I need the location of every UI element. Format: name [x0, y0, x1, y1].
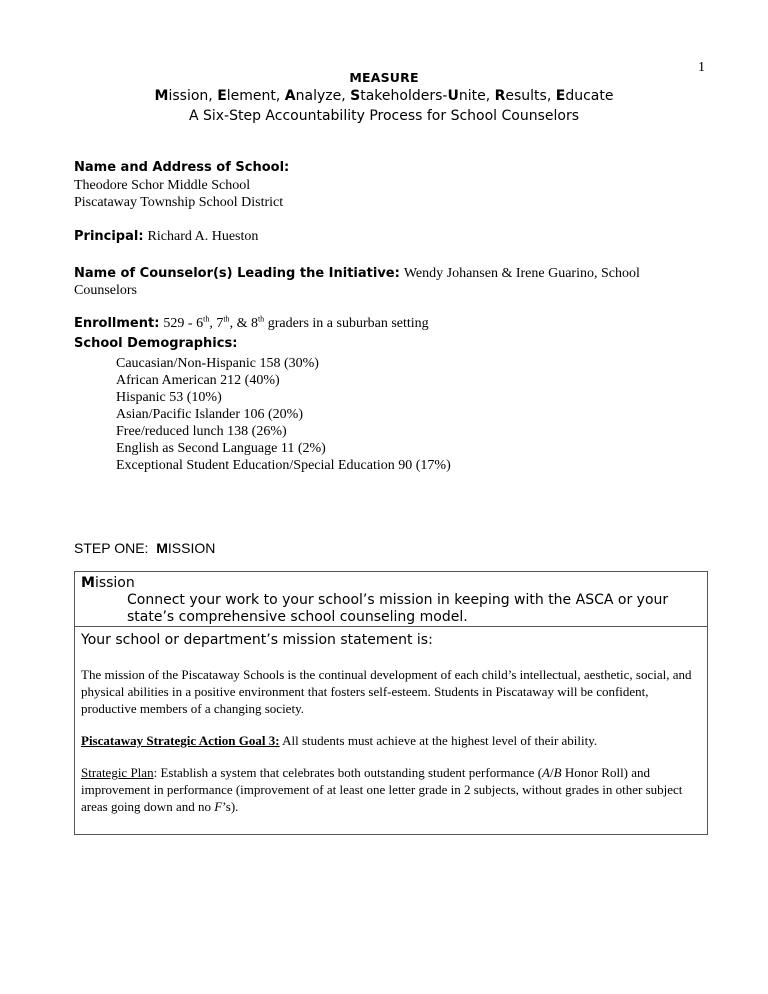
document-subtitle: A Six-Step Accountability Process for School Counselors	[188, 108, 580, 124]
demographics-list	[116, 355, 451, 474]
step-one-heading: STEP ONE: MISSION	[74, 540, 216, 556]
acronym-word: nite,	[458, 88, 495, 104]
acronym-word: lement,	[226, 88, 285, 104]
mission-statement-prompt: Your school or department’s mission statement is:	[81, 632, 433, 648]
demographics-item: African American 212 (40%)	[116, 373, 280, 388]
document-title: MEASURE	[349, 70, 419, 85]
strategic-goal: Piscataway Strategic Action Goal 3: All students must achieve at the highest level of their ability.	[81, 733, 598, 748]
principal-label: Principal:	[74, 229, 144, 244]
demographics-item: Caucasian/Non-Hispanic 158 (30%)	[116, 356, 319, 371]
enrollment-label: Enrollment:	[74, 316, 160, 331]
counselors-label: Name of Counselor(s) Leading the Initiative:	[74, 266, 400, 281]
demographics-item: Exceptional Student Education/Special Education 90 (17%)	[116, 458, 451, 473]
demographics-label: School Demographics:	[74, 336, 238, 351]
counselors-names: Wendy Johansen & Irene Guarino, School	[403, 266, 640, 281]
mission-box-header	[75, 572, 707, 627]
acronym-letter: S	[350, 88, 361, 104]
mission-box-title: Mission	[81, 575, 135, 591]
mission-box	[74, 571, 708, 835]
mission-statement: The mission of the Piscataway Schools is the continual development of each child’s intellectual, aesthetic, social, and physical abilities in a positive environment that fosters self-esteem. Students in Piscataway will be confident, productive members of a changing society.	[81, 667, 692, 716]
acronym-letter: M	[154, 88, 169, 104]
acronym-letter: A	[284, 88, 296, 104]
acronym-line	[0, 88, 768, 104]
demographics-item: Free/reduced lunch 138 (26%)	[116, 424, 287, 439]
demographics-item: Asian/Pacific Islander 106 (20%)	[116, 407, 303, 422]
acronym-word: takeholders-	[360, 88, 448, 104]
acronym-letter: E	[217, 88, 227, 104]
enrollment-value: 529 - 6th, 7th, & 8th graders in a suburban setting	[163, 314, 429, 331]
school-name: Theodore Schor Middle School	[74, 178, 251, 193]
acronym-word: nalyze,	[295, 88, 351, 104]
demographics-item: English as Second Language 11 (2%)	[116, 441, 326, 456]
acronym-word: ission,	[168, 88, 218, 104]
mission-box-instruction: Connect your work to your school’s mission in keeping with the ASCA or your state’s comprehensive school counseling model.	[127, 592, 669, 625]
acronym-letter: E	[555, 88, 566, 104]
principal-name: Richard A. Hueston	[147, 229, 259, 244]
acronym-letter: R	[494, 88, 506, 104]
school-district: Piscataway Township School District	[74, 195, 284, 210]
page-number: 1	[698, 60, 705, 75]
acronym-word: ducate	[565, 88, 614, 104]
school-label: Name and Address of School:	[74, 160, 290, 175]
counselors-row	[74, 264, 640, 282]
acronym-letter: U	[447, 88, 459, 104]
demographics-item: Hispanic 53 (10%)	[116, 390, 222, 405]
strategic-plan: Strategic Plan: Establish a system that celebrates both outstanding student performance (A/B Honor Roll) and improvement in performance (improvement of at least one letter grade in 2 subjects, without grades in other subject areas going down and no F’s).	[81, 765, 683, 814]
acronym-word: esults,	[505, 88, 556, 104]
enrollment-row	[74, 314, 429, 332]
counselors-names-cont: Counselors	[74, 283, 137, 298]
principal-row	[74, 227, 258, 245]
